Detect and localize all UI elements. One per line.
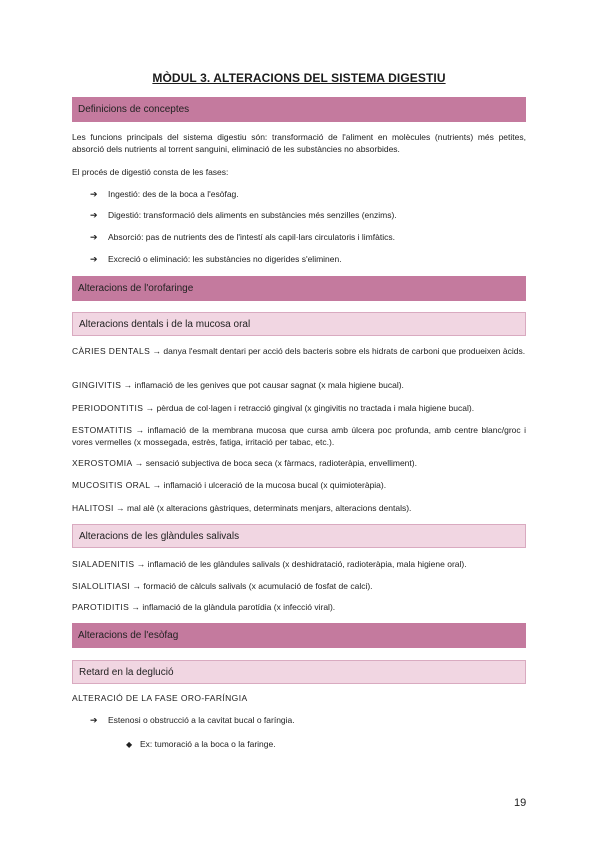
definition-desc: → formació de càlculs salivals (x acumulació de fosfat de calci). — [132, 581, 373, 591]
section-heading-definicions — [72, 97, 526, 122]
section-heading-label: Alteracions de l'esòfag — [78, 630, 179, 641]
definition-term: SIALADENITIS — [72, 559, 135, 569]
bullet-text: Estenosi o obstrucció a la cavitat bucal o faríngia. — [108, 715, 295, 725]
definition-item — [72, 479, 526, 491]
definition-term: XEROSTOMIA — [72, 458, 133, 468]
definition-desc: → inflamació de la glàndula parotídia (x infecció viral). — [131, 602, 336, 612]
arrow-bullet-icon: ➔ — [90, 715, 98, 725]
sub-bullet-item — [126, 738, 276, 751]
sub-bullet-text: Ex: tumoració a la boca o la faringe. — [140, 739, 276, 749]
arrow-bullet-icon: ➔ — [90, 232, 98, 242]
subsection-heading-dentals — [72, 312, 526, 336]
phase-text: Digestió: transformació dels aliments en substàncies més senzilles (enzims). — [108, 210, 397, 220]
phase-text: Excreció o eliminació: les substàncies no digerides s'eliminen. — [108, 254, 342, 264]
section-heading-label: Definicions de conceptes — [78, 104, 190, 115]
section-heading-orofaringe — [72, 276, 526, 301]
section-heading-esofag — [72, 623, 526, 648]
arrow-bullet-icon: ➔ — [90, 210, 98, 220]
subsection-heading-label: Alteracions dentals i de la mucosa oral — [79, 318, 251, 330]
phase-item — [90, 231, 395, 243]
subsection-heading-deglucio — [72, 660, 526, 684]
definition-term: SIALOLITIASI — [72, 581, 131, 591]
definition-desc: → mal alè (x alteracions gàstriques, determinats menjars, alteracions dentals). — [116, 503, 412, 513]
definition-item — [72, 502, 526, 514]
definition-term: ESTOMATITIS — [72, 425, 133, 435]
diamond-bullet-icon: ◆ — [126, 740, 133, 749]
subsection-heading-label: Retard en la deglució — [79, 666, 174, 678]
definition-desc: → inflamació de les genives que pot causar sagnat (x mala higiene bucal). — [123, 380, 404, 390]
page-number: 19 — [514, 797, 527, 809]
phase-item — [90, 253, 342, 265]
intro-paragraph: Les funcions principals del sistema digestiu són: transformació de l'aliment en molècules (nutrients) més petites, absorció dels nutrients al torrent sanguini, eliminació de les substàncies no absorbides. — [72, 132, 526, 154]
definition-item — [72, 402, 526, 414]
definition-item — [72, 558, 526, 570]
definition-desc: → pèrdua de col·lagen i retracció gingival (x gingivitis no tractada i mala higiene bucal). — [145, 403, 475, 413]
subsection-heading-salivals — [72, 524, 526, 548]
definition-term: CÀRIES DENTALS — [72, 346, 151, 356]
phase-text: Absorció: pas de nutrients des de l'intestí als capil·lars circulatoris i limfàtics. — [108, 232, 395, 242]
definition-item — [72, 580, 526, 592]
definition-desc: → inflamació de la membrana mucosa que cursa amb úlcera poc profunda, amb centre blanc/groc i vores vermelles (x mossegada, estrès, fatiga, irritació per tabac, etc.). — [72, 425, 526, 447]
definition-term: GINGIVITIS — [72, 380, 122, 390]
definition-term: PAROTIDITIS — [72, 602, 130, 612]
definition-item — [72, 379, 526, 391]
definition-item — [72, 457, 526, 469]
section-heading-label: Alteracions de l'orofaringe — [78, 283, 194, 294]
phase-item — [90, 209, 397, 221]
document-title: MÒDUL 3. ALTERACIONS DEL SISTEMA DIGESTIU — [152, 71, 446, 85]
definition-desc: → danya l'esmalt dentari per acció dels bacteris sobre els hidrats de carboni que produeixen àcids. — [152, 346, 526, 356]
subtitle: ALTERACIÓ DE LA FASE ORO-FARÍNGIA — [72, 693, 248, 703]
definition-item — [72, 601, 526, 613]
definition-desc: → inflamació de les glàndules salivals (x deshidratació, radioteràpia, mala higiene oral). — [136, 559, 467, 569]
definition-term: HALITOSI — [72, 503, 114, 513]
definition-desc: → sensació subjectiva de boca seca (x fàrmacs, radioteràpia, envelliment). — [134, 458, 417, 468]
arrow-bullet-icon: ➔ — [90, 254, 98, 264]
bullet-item — [90, 714, 295, 726]
definition-desc: → inflamació i ulceració de la mucosa bucal (x quimioteràpia). — [152, 480, 387, 490]
definition-term: PERIODONTITIS — [72, 403, 144, 413]
phase-item — [90, 188, 239, 200]
definition-item — [72, 424, 526, 448]
arrow-bullet-icon: ➔ — [90, 189, 98, 199]
phase-text: Ingestió: des de la boca a l'esòfag. — [108, 189, 239, 199]
subsection-heading-label: Alteracions de les glàndules salivals — [79, 530, 240, 542]
definition-item — [72, 345, 526, 357]
phases-intro: El procés de digestió consta de les fases: — [72, 167, 229, 177]
definition-term: MUCOSITIS ORAL — [72, 480, 151, 490]
